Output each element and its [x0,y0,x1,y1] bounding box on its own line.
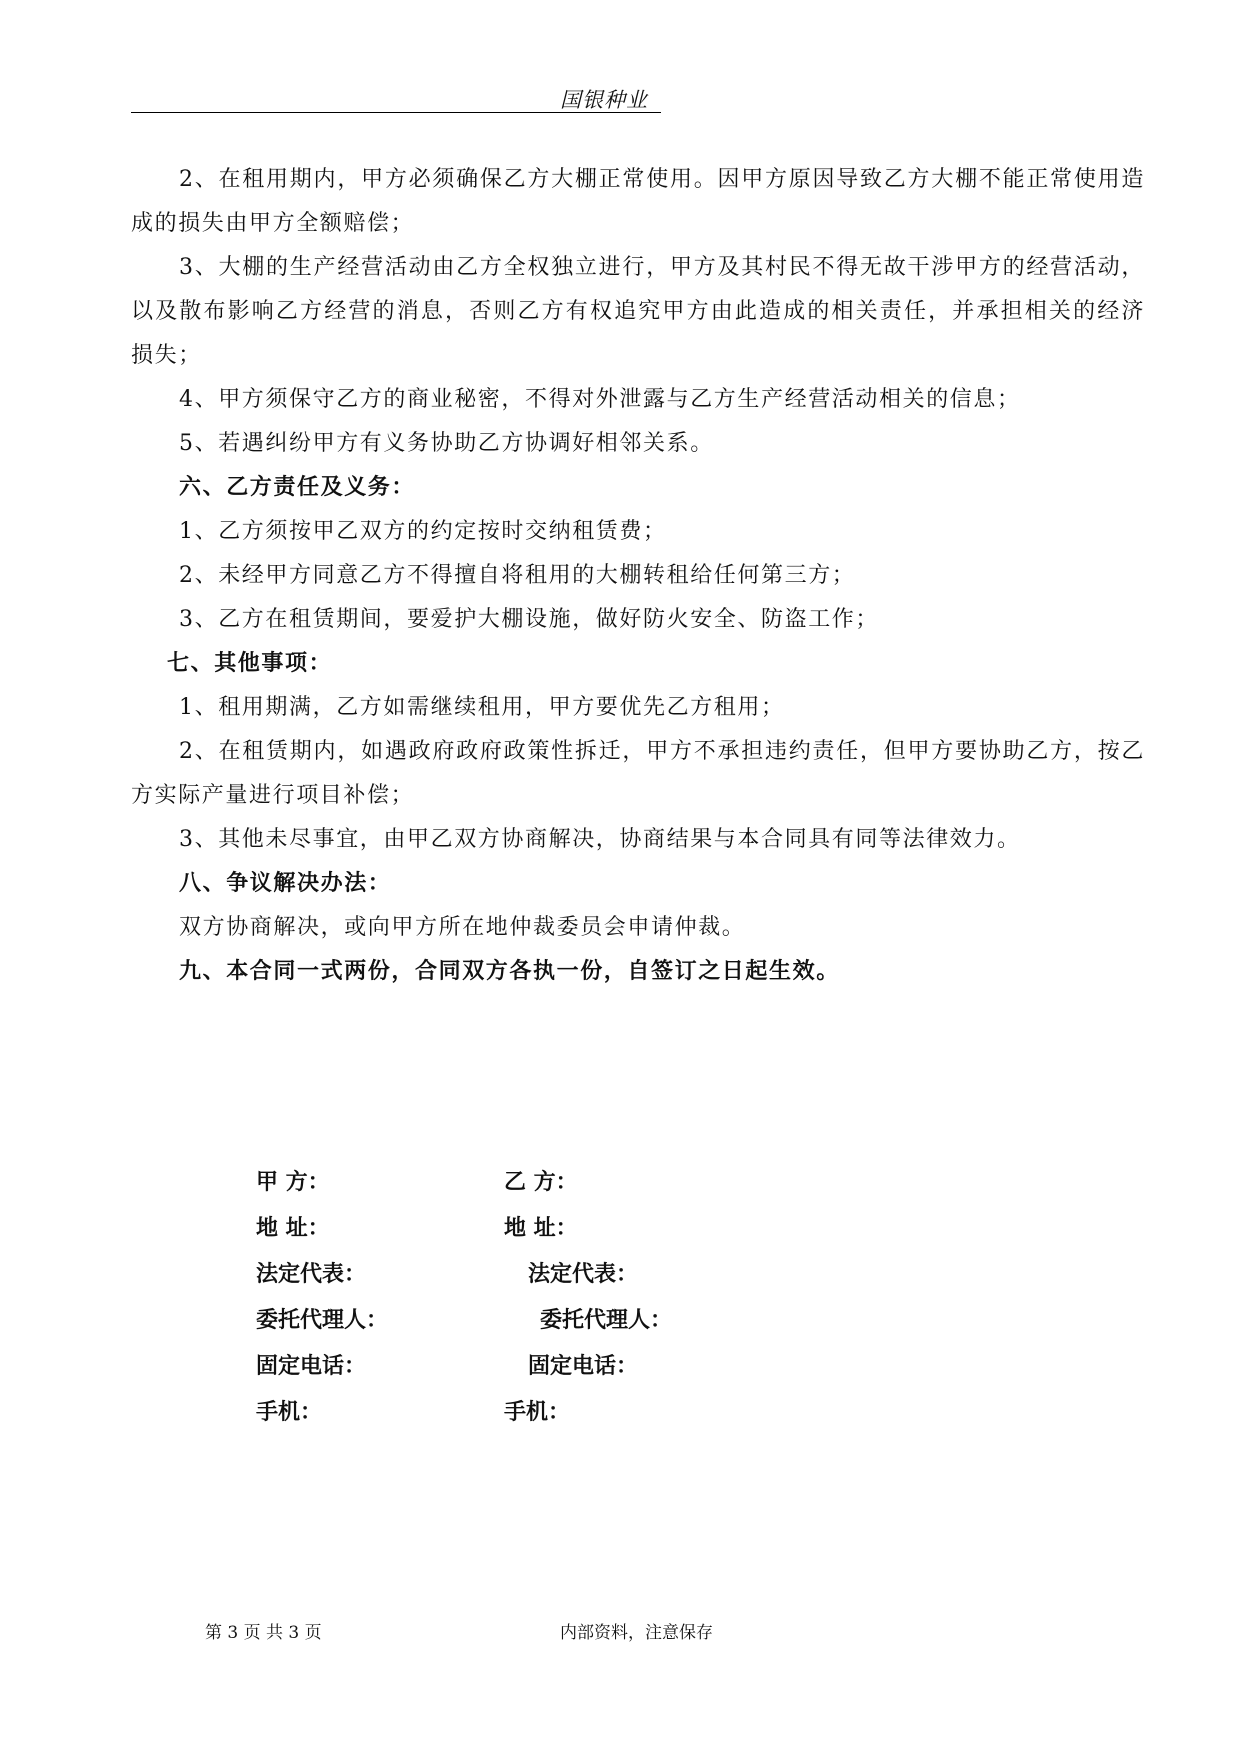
clause-paragraph: 2、在租用期内，甲方必须确保乙方大棚正常使用。因甲方原因导致乙方大棚不能正常使用造成的损失由甲方全额赔偿； [131,167,1145,236]
signature-row-party [256,1160,856,1206]
signature-row-legal-rep [256,1252,856,1298]
party-b-address-label: 地 址： [504,1216,578,1241]
section-heading: 九、本合同一式两份，合同双方各执一份，自签订之日起生效。 [179,959,840,984]
party-a-landline-label: 固定电话： [256,1354,367,1379]
section-heading: 八、争议解决办法： [179,871,392,896]
clause-paragraph: 5、若遇纠纷甲方有义务协助乙方协调好相邻关系。 [179,431,714,456]
clause-paragraph: 双方协商解决，或向甲方所在地仲裁委员会申请仲裁。 [179,915,746,940]
section-heading: 六、乙方责任及义务： [179,475,416,500]
party-a-mobile-label: 手机： [256,1400,323,1425]
footer-page-number: 第 3 页 共 3 页 [205,1623,322,1643]
clause-paragraph: 3、乙方在租赁期间，要爱护大棚设施，做好防火安全、防盗工作； [179,607,879,632]
signature-block [256,1160,856,1436]
party-a-address-label: 地 址： [256,1216,330,1241]
party-b-mobile-label: 手机： [504,1400,571,1425]
party-b-agent-label: 委托代理人： [540,1308,673,1333]
clause-paragraph: 3、大棚的生产经营活动由乙方全权独立进行，甲方及其村民不得无故干涉甲方的经营活动，以及散布影响乙方经营的消息，否则乙方有权追究甲方由此造成的相关责任，并承担相关的经济损失； [131,255,1145,368]
contract-body [131,158,1145,994]
clause-paragraph: 2、未经甲方同意乙方不得擅自将租用的大棚转租给任何第三方； [179,563,856,588]
party-b-label: 乙 方： [504,1170,578,1195]
signature-row-landline [256,1344,856,1390]
party-a-agent-label: 委托代理人： [256,1308,389,1333]
signature-row-address [256,1206,856,1252]
clause-paragraph: 4、甲方须保守乙方的商业秘密，不得对外泄露与乙方生产经营活动相关的信息； [179,387,1021,412]
party-a-label: 甲 方： [256,1170,330,1195]
clause-paragraph: 3、其他未尽事宜，由甲乙双方协商解决，协商结果与本合同具有同等法律效力。 [179,827,1021,852]
clause-paragraph: 1、乙方须按甲乙双方的约定按时交纳租赁费； [179,519,667,544]
footer-confidential-note: 内部资料，注意保存 [560,1623,713,1643]
header-title: 国银种业 [560,88,648,112]
party-a-legal-rep-label: 法定代表： [256,1262,367,1287]
signature-row-agent [256,1298,856,1344]
section-heading: 七、其他事项： [167,651,333,676]
signature-row-mobile [256,1390,856,1436]
clause-paragraph: 2、在租赁期内，如遇政府政府政策性拆迁，甲方不承担违约责任，但甲方要协助乙方，按乙方实际产量进行项目补偿； [131,739,1145,808]
party-b-legal-rep-label: 法定代表： [528,1262,639,1287]
clause-paragraph: 1、租用期满，乙方如需继续租用，甲方要优先乙方租用； [179,695,785,720]
party-b-landline-label: 固定电话： [528,1354,639,1379]
